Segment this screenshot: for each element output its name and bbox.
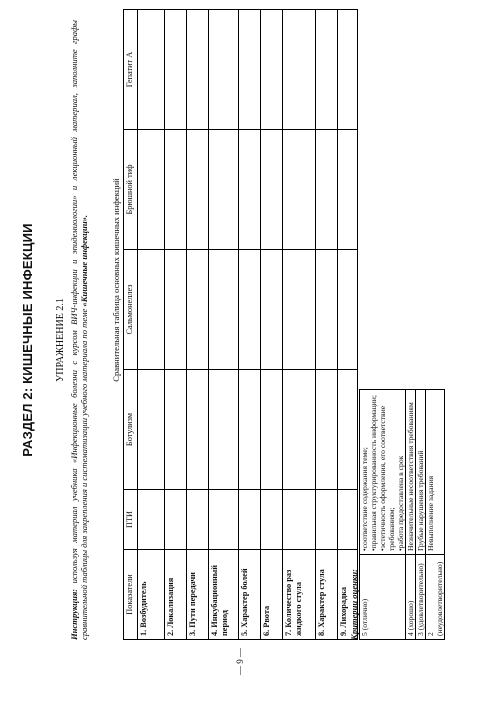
answer-cell[interactable] (138, 250, 165, 370)
grade-cell: 3 (удовлетворительно) (416, 555, 426, 640)
answer-cell[interactable] (239, 250, 261, 370)
criterion-text: •правильная структурированность информации; (369, 395, 378, 551)
table-row (261, 10, 283, 640)
answer-cell[interactable] (187, 250, 209, 370)
criteria-cell: Незначительные несоответствия требованиям (406, 390, 416, 555)
answer-cell[interactable] (338, 10, 358, 130)
answer-cell[interactable] (261, 490, 283, 550)
answer-cell[interactable] (165, 130, 187, 250)
table-header-row (124, 10, 138, 640)
answer-cell[interactable] (316, 130, 338, 250)
answer-cell[interactable] (283, 130, 316, 250)
criteria-row (406, 390, 416, 640)
answer-cell[interactable] (316, 10, 338, 130)
instruction-text: используя материал учебника «Инфекционные болезни с курсом ВИЧ-инфекции и эпидемиологии» и лекционный материал, заполните графы сравнительной таблицы для закрепления и систематизации учебного материала по теме (69, 20, 90, 640)
answer-cell[interactable] (209, 370, 239, 490)
answer-cell[interactable] (283, 490, 316, 550)
answer-cell[interactable] (283, 250, 316, 370)
criteria-table (359, 389, 445, 640)
row-label: 4. Инкубационный период (209, 550, 239, 640)
criterion-text: •работа предоставлена в срок (396, 455, 405, 551)
grade-cell: 4 (хорошо) (406, 555, 416, 640)
answer-cell[interactable] (165, 10, 187, 130)
header-cell: Показатели (124, 550, 138, 640)
answer-cell[interactable] (316, 250, 338, 370)
answer-cell[interactable] (239, 490, 261, 550)
answer-cell[interactable] (209, 130, 239, 250)
answer-cell[interactable] (338, 130, 358, 250)
table-row (138, 10, 165, 640)
answer-cell[interactable] (138, 10, 165, 130)
header-cell: Сальмонеллез (124, 250, 138, 370)
criteria-cell: Невыполнение задания (426, 390, 445, 555)
grade-cell: 5 (отлично) (360, 555, 406, 640)
row-label: 3. Пути передачи (187, 550, 209, 640)
answer-cell[interactable] (165, 250, 187, 370)
table-row (209, 10, 239, 640)
answer-cell[interactable] (261, 10, 283, 130)
answer-cell[interactable] (239, 130, 261, 250)
grade-cell: 2 (неудовлетворительно) (426, 555, 445, 640)
table-row (187, 10, 209, 640)
answer-cell[interactable] (316, 490, 338, 550)
row-label: 2. Локализация (165, 550, 187, 640)
answer-cell[interactable] (283, 10, 316, 130)
table-row (338, 10, 358, 640)
header-cell: ПТИ (124, 490, 138, 550)
answer-cell[interactable] (316, 370, 338, 490)
criteria-cell: Грубые нарушения требований (416, 390, 426, 555)
answer-cell[interactable] (187, 130, 209, 250)
answer-cell[interactable] (138, 370, 165, 490)
instruction-paragraph (69, 20, 89, 640)
header-cell: Гепатит А (124, 10, 138, 130)
answer-cell[interactable] (165, 370, 187, 490)
answer-cell[interactable] (261, 130, 283, 250)
criteria-row (360, 390, 406, 640)
answer-cell[interactable] (239, 10, 261, 130)
row-label: 6. Рвота (261, 550, 283, 640)
row-label: 1. Возбудитель (138, 550, 165, 640)
answer-cell[interactable] (338, 490, 358, 550)
table-row (283, 10, 316, 640)
criterion-text: •эстетичность оформления, его соответствие требованиям; (378, 405, 396, 551)
answer-cell[interactable] (209, 10, 239, 130)
row-label: 7. Количество раз жидкого стула (283, 550, 316, 640)
answer-cell[interactable] (239, 370, 261, 490)
page-title: РАЗДЕЛ 2: КИШЕЧНЫЕ ИНФЕКЦИИ (20, 223, 35, 457)
answer-cell[interactable] (338, 370, 358, 490)
table-caption: Сравнительная таблица основных кишечных инфекций (111, 178, 121, 382)
answer-cell[interactable] (209, 490, 239, 550)
answer-cell[interactable] (283, 370, 316, 490)
criteria-row (416, 390, 426, 640)
instruction-topic: «Кишечные инфекции». (79, 214, 90, 307)
row-label: 5. Характер болей (239, 550, 261, 640)
criterion-text: •соответствие содержания теме; (360, 447, 369, 551)
answer-cell[interactable] (187, 490, 209, 550)
page-number: — 9 — (235, 648, 245, 675)
row-label: 9. Лихорадка (338, 550, 358, 640)
answer-cell[interactable] (338, 250, 358, 370)
answer-cell[interactable] (165, 490, 187, 550)
answer-cell[interactable] (138, 490, 165, 550)
table-row (316, 10, 338, 640)
table-row (165, 10, 187, 640)
answer-cell[interactable] (261, 370, 283, 490)
answer-cell[interactable] (138, 130, 165, 250)
comparison-table (123, 9, 358, 640)
answer-cell[interactable] (187, 370, 209, 490)
exercise-heading: УПРАЖНЕНИЕ 2.1 (55, 298, 66, 382)
criteria-row (426, 390, 445, 640)
header-cell: Брюшной тиф (124, 130, 138, 250)
answer-cell[interactable] (261, 250, 283, 370)
table-row (239, 10, 261, 640)
answer-cell[interactable] (187, 10, 209, 130)
instruction-label: Инструкция: (69, 588, 79, 640)
criteria-label: Критерии оценки: (349, 569, 359, 640)
row-label: 8. Характер стула (316, 550, 338, 640)
answer-cell[interactable] (209, 250, 239, 370)
header-cell: Ботулизм (124, 370, 138, 490)
criteria-cell (360, 390, 406, 555)
